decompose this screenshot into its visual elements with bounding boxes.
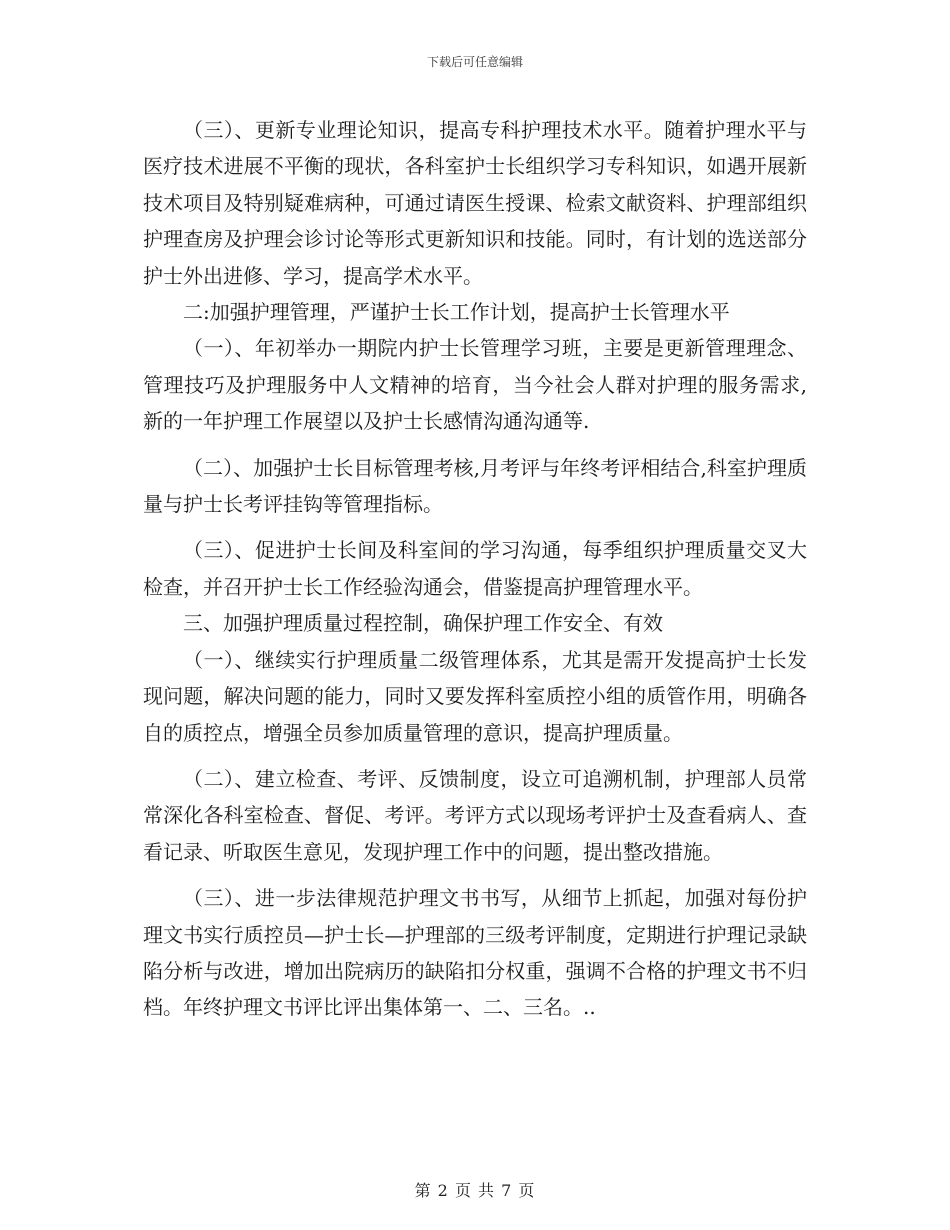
- paragraph-3-1: （一）、继续实行护理质量二级管理体系，尤其是需开发提高护士长发现问题，解决问题的能力，同时又要发挥科室质控小组的质管作用，明确各自的质控点，增强全员参加质量管理的意识，提高护理质量。: [143, 647, 807, 745]
- paragraph-2-1: （一）、年初举办一期院内护士长管理学习班，主要是更新管理理念、管理技巧及护理服务中人文精神的培育，当今社会人群对护理的服务需求,新的一年护理工作展望以及护士长感情沟通沟通等.: [143, 336, 807, 434]
- page-number: 第 2 页 共 7 页: [414, 1181, 536, 1200]
- page-header: 下载后可任意编辑: [426, 55, 523, 69]
- paragraph-3-2: （二）、建立检查、考评、反馈制度，设立可追溯机制，护理部人员常常深化各科室检查、督促、考评。考评方式以现场考评护士及查看病人、查看记录、听取医生意见，发现护理工作中的问题，提出整改措施。: [143, 766, 807, 864]
- section-heading-2: 二:加强护理管理，严谨护士长工作计划，提高护士长管理水平: [183, 300, 730, 325]
- section-heading-3: 三、加强护理质量过程控制，确保护理工作安全、有效: [183, 611, 663, 636]
- document-body: [143, 112, 807, 1026]
- paragraph-2-3: （三）、促进护士长间及科室间的学习沟通，每季组织护理质量交叉大检查，并召开护士长工作经验沟通会，借鉴提高护理管理水平。: [143, 538, 807, 599]
- paragraph-3-3: （三）、进一步法律规范护理文书书写，从细节上抓起，加强对每份护理文书实行质控员—护士长—护理部的三级考评制度，定期进行护理记录缺陷分析与改进，增加出院病历的缺陷扣分权重，强调不合格的护理文书不归档。年终护理文书评比评出集体第一、二、三名。..: [143, 886, 807, 1020]
- paragraph-2-2: （二）、加强护士长目标管理考核,月考评与年终考评相结合,科室护理质量与护士长考评挂钩等管理指标。: [143, 455, 807, 517]
- paragraph-1: （三）、更新专业理论知识，提高专科护理技术水平。随着护理水平与医疗技术进展不平衡的现状，各科室护士长组织学习专科知识，如遇开展新技术项目及特别疑难病种，可通过请医生授课、检索文献资料、护理部组织护理查房及护理会诊讨论等形式更新知识和技能。同时，有计划的选送部分护士外出进修、学习，提高学术水平。: [143, 118, 807, 288]
